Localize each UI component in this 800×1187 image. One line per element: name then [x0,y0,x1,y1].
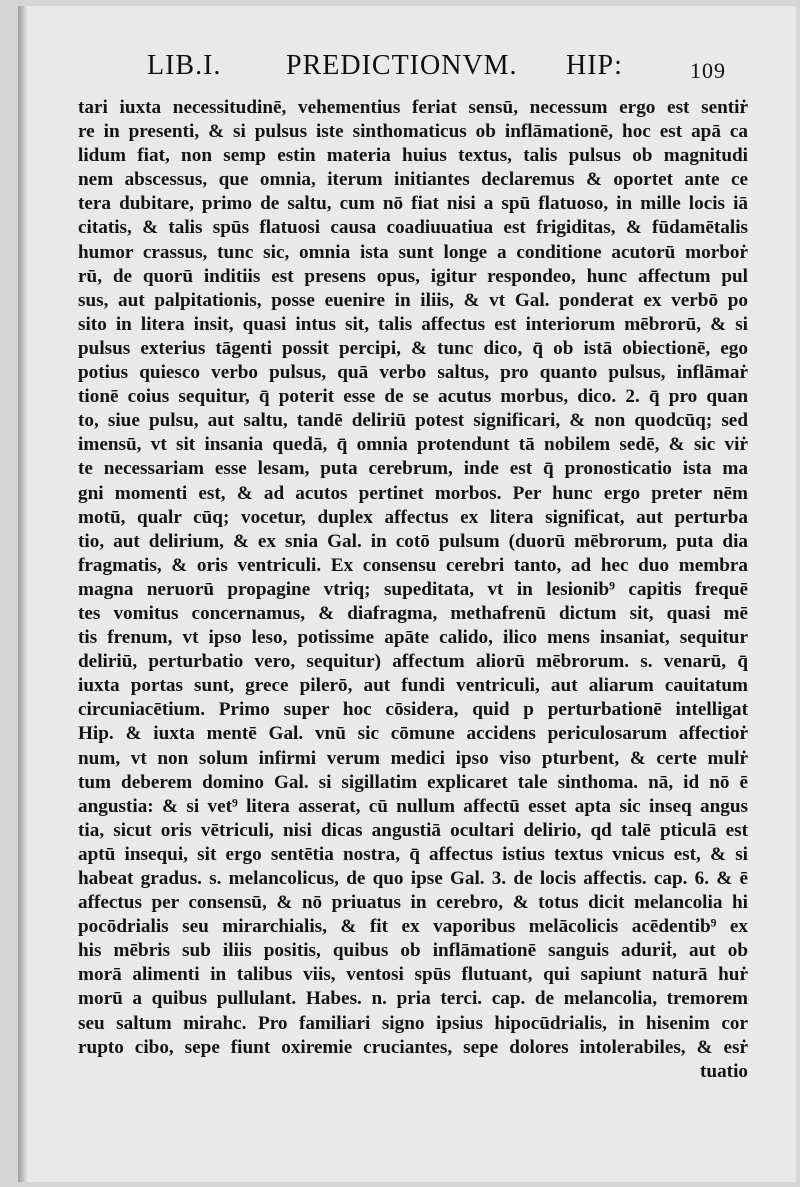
text-line: potius quiesco verbo pulsus, quā verbo saltus, pro quanto pulsus, inflāmaṙ [78,362,748,384]
text-line: angustia: & si vet⁹ litera asserat, cū nullum affectū esset apta sic inseq angus [78,795,748,817]
text-line: tes vomitus concernamus, & diafragma, methafrenū dictum sit, quasi mē [78,602,748,624]
text-line: sito in litera insit, quasi intus sit, talis affectus est interiorum mēbrorū, & si [78,313,748,335]
text-line: pocōdrialis seu mirarchialis, & fit ex vaporibus melācolicis acēdentib⁹ ex [78,916,748,938]
text-line: Hip. & iuxta mentē Gal. vnū sic cōmune accidens periculosarum affectioṙ [78,723,748,745]
text-line: rū, de quorū inditiis est presens opus, igitur respondeo, hunc affectum pul [78,265,748,287]
text-line: re in presenti, & si pulsus iste sinthomaticus ob inflāmationē, hoc est apā ca [78,121,748,143]
text-line: magna neruorū propagine vtriq; supeditata, vt in lesionib⁹ capitis frequē [78,578,748,600]
header-author: HIP: [566,50,623,81]
text-line: iuxta portas sunt, grece pilerō, aut fundi ventriculi, aut aliarum cauitatum [78,675,748,697]
text-line: morū a quibus pullulant. Habes. n. pria terci. cap. de melancolia, tremorem [78,988,748,1010]
text-line: sus, aut palpitationis, posse euenire in iliis, & vt Gal. ponderat ex verbō po [78,289,748,311]
book-page [18,6,796,1182]
text-line: citatis, & talis spūs flatuosi causa coadiuuatiua est frigiditas, & fūdamētalis [78,217,748,239]
text-line: tis frenum, vt ipso leso, potissime apāte calido, ilico mens insaniat, sequitur [78,627,748,649]
text-line: morā alimenti in talibus viis, ventosi spūs flutuant, qui sapiunt naturā huṙ [78,964,748,986]
text-line: to, siue pulsu, aut saltu, tandē deliriū potest significari, & non quodcūq; sed [78,410,748,432]
running-header [18,50,796,90]
text-line: num, vt non solum infirmi verum medici ipso viso pturbent, & certe mulṙ [78,747,748,769]
text-line: tia, sicut oris vētriculi, nisi dicas angustiā ocultari delirio, qd talē pticulā est [78,819,748,841]
text-line: tari iuxta necessitudinē, vehementius feriat sensū, necessum ergo est sentiṙ [78,97,748,118]
text-line: deliriū, perturbatio vero, sequitur) affectum aliorū mēbrorum. s. venarū, q̄ [78,651,748,673]
text-line: affectus per consensū, & nō priuatus in cerebro, & totus dicit melancolia hi [78,892,748,914]
text-line: tionē coius sequitur, q̄ poterit esse de se acutus morbus, dico. 2. q̄ pro quan [78,386,748,408]
text-line: te necessariam esse lesam, puta cerebrum, inde est q̄ pronosticatio ista ma [78,458,748,480]
text-line: rupto cibo, sepe fiunt oxiremie cruciantes, sepe dolores intolerabiles, & esṙ [78,1036,748,1058]
text-line: nem abscessus, que omnia, iterum initiantes declaremus & oportet ante ce [78,169,748,191]
text-line: tera dubitare, primo de saltu, cum nō fiat nisi a spū flatuoso, in mille locis iā [78,193,748,215]
text-line: aptū insequi, sit ergo sentētia nostra, q̄ affectus istius textus vnicus est, & si [78,843,748,865]
text-line: habeat gradus. s. melancolicus, de quo ipse Gal. 3. de locis affectis. cap. 6. & ē [78,868,748,889]
text-line: motū, qualr cūq; vocetur, duplex affectus ex litera significat, aut perturba [78,506,748,528]
page-number: 109 [690,58,726,83]
header-title: PREDICTIONVM. [286,50,518,81]
text-line: seu saltum mirahc. Pro familiari signo ipsius hipocūdrialis, in hisenim cor [78,1012,748,1034]
text-line: tuatio [700,1060,748,1082]
body-text [78,96,748,1084]
header-book-number: LIB.I. [147,50,222,81]
text-line: pulsus exterius tāgenti possit percipi, & tunc dico, q̄ ob istā obiectionē, ego [78,337,748,359]
text-line: tio, aut delirium, & ex snia Gal. in cotō pulsum (duorū mēbrorum, puta dia [78,530,748,552]
text-line: circuniacētium. Primo super hoc cōsidera, quid p perturbationē intelligat [78,699,748,721]
text-line: imensū, vt sit insania quedā, q̄ omnia protendunt tā nobilem sedē, & sic viṙ [78,434,748,456]
text-line: gni momenti est, & ad acutos pertinet morbos. Per hunc ergo preter nēm [78,482,748,504]
text-line: lidum fiat, non semp estin materia huius textus, talis pulsus ob magnitudi [78,145,748,167]
text-line: his mēbris sub iliis positis, quibus ob inflāmationē sanguis aduriṫ, aut ob [78,940,748,962]
text-line: humor crassus, tunc sic, omnia ista sunt longe a conditione acutorū morboṙ [78,241,748,263]
text-line: fragmatis, & oris ventriculi. Ex consensu cerebri tanto, ad hec duo membra [78,554,748,576]
text-line: tum deberem domino Gal. si sigillatim explicaret tale sinthoma. nā, id nō ē [78,771,748,793]
